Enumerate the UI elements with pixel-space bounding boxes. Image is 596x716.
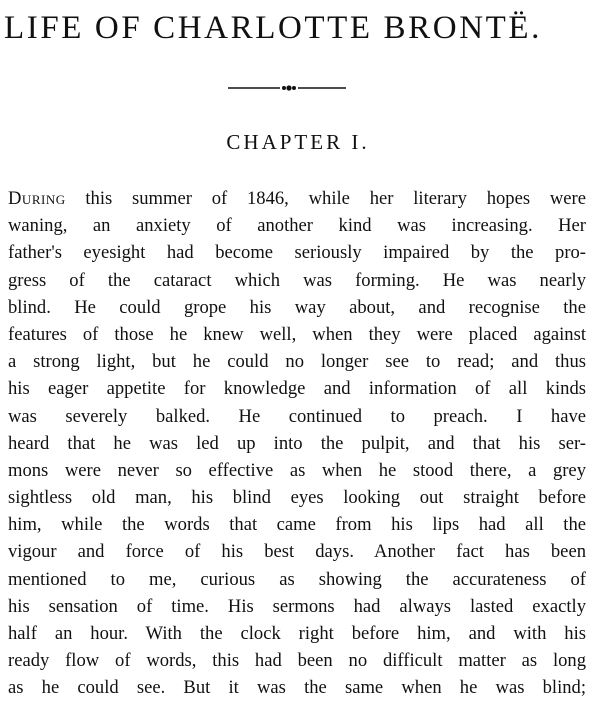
paragraph-line: his eager appetite for knowledge and information of all kinds bbox=[8, 378, 586, 400]
paragraph-line: his sensation of time. His sermons had always lasted exactly bbox=[8, 595, 586, 617]
paragraph-line: mons were never so effective as when he stood there, a grey bbox=[8, 459, 586, 481]
paragraph-line: him, while the words that came from his lips had all the bbox=[8, 514, 586, 536]
opening-word-small-caps: During bbox=[8, 188, 66, 209]
ornamental-rule-divider bbox=[228, 82, 346, 94]
paragraph-line: mentioned to me, curious as showing the accurateness of bbox=[8, 568, 586, 590]
paragraph-line: a strong light, but he could no longer see to read; and thus bbox=[8, 351, 586, 373]
paragraph-line: ready flow of words, this had been no difficult matter as long bbox=[8, 650, 586, 672]
paragraph-line: as he could see. But it was the same when he was blind; bbox=[8, 677, 586, 699]
paragraph-line: gress of the cataract which was forming. He was nearly bbox=[8, 269, 586, 291]
chapter-body-paragraph bbox=[8, 185, 586, 702]
paragraph-line: half an hour. With the clock right before him, and with his bbox=[8, 623, 586, 644]
paragraph-line: blind. He could grope his way about, and recognise the bbox=[8, 296, 586, 318]
paragraph-line: heard that he was led up into the pulpit, and that his ser- bbox=[8, 432, 586, 454]
paragraph-line: features of those he knew well, when they were placed against bbox=[8, 323, 586, 345]
paragraph-line: waning, an anxiety of another kind was increasing. Her bbox=[8, 215, 586, 237]
chapter-heading: CHAPTER I. bbox=[226, 130, 370, 154]
paragraph-line: vigour and force of his best days. Another fact has been bbox=[8, 541, 586, 563]
running-title: LIFE OF CHARLOTTE BRONTË. bbox=[4, 10, 542, 46]
paragraph-line: was severely balked. He continued to preach. I have bbox=[8, 405, 586, 427]
paragraph-line: sightless old man, his blind eyes looking out straight before bbox=[8, 487, 586, 509]
paragraph-line bbox=[8, 185, 586, 212]
paragraph-line: father's eyesight had become seriously impaired by the pro- bbox=[8, 242, 586, 264]
first-line-text: this summer of 1846, while her literary hopes were bbox=[65, 188, 586, 209]
